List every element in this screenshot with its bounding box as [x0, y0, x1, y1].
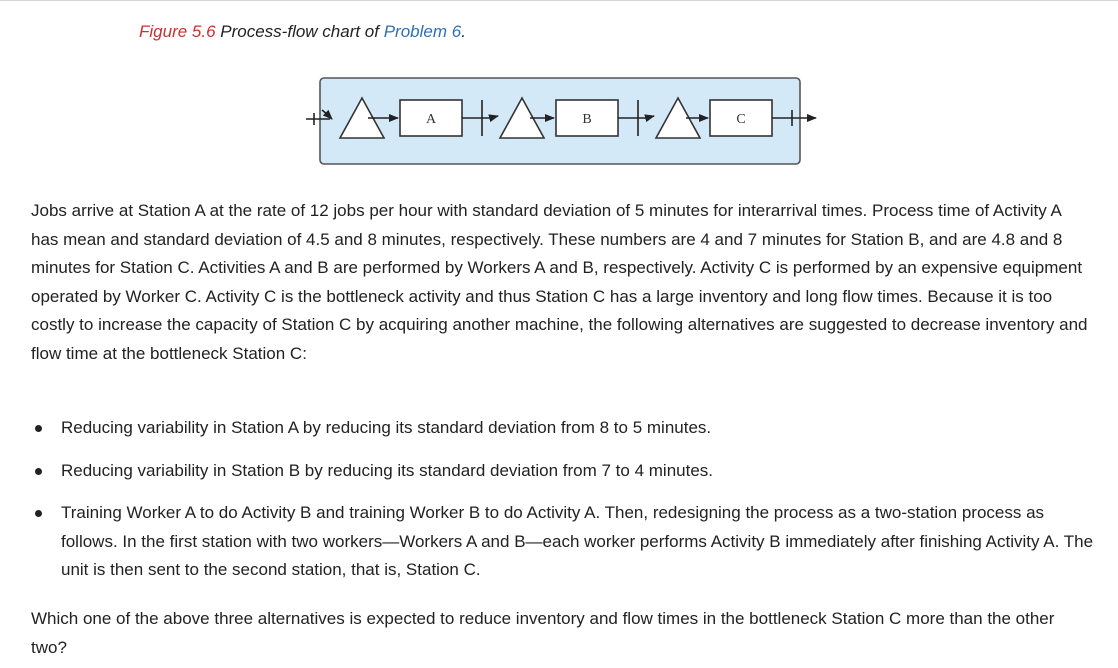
- station-a-label: A: [425, 112, 437, 127]
- bullet-dot-icon: [35, 425, 42, 432]
- bullet-dot-icon: [35, 510, 42, 517]
- alternative-item: [31, 499, 1096, 585]
- process-flow-diagram: [304, 70, 824, 174]
- alternatives-list: [31, 414, 1096, 599]
- alternative-item: [31, 457, 1096, 486]
- station-c-label: C: [736, 112, 746, 127]
- process-flow-svg: [304, 70, 824, 174]
- alternative-text: Reducing variability in Station A by reducing its standard deviation from 8 to 5 minutes.: [61, 418, 712, 437]
- alternative-text: Training Worker A to do Activity B and training Worker B to do Activity A. Then, redesigning the process as a two-station process as follows. In the first station with two workers—Workers A and B—each worker performs Activity B immediately after finishing Activity A. The unit is then sent to the second station, that is, Station C.: [61, 503, 1094, 579]
- alternative-text: Reducing variability in Station B by reducing its standard deviation from 7 to 4 minutes.: [61, 460, 714, 480]
- problem-description: Jobs arrive at Station A at the rate of 12 jobs per hour with standard deviation of 5 minutes for interarrival times. Process time of Activity A has mean and standard deviation of 4.5 and 8 minutes, respectively. These numbers are 4 and 7 minutes for Station B, and are 4.8 and 8 minutes for Station C. Activities A and B are performed by Workers A and B, respectively. Activity C is performed by an expensive equipment operated by Worker C. Activity C is the bottleneck activity and thus Station C has a large inventory and long flow times. Because it is too costly to increase the capacity of Station C by acquiring another machine, the following alternatives are suggested to decrease inventory and flow time at the bottleneck Station C:: [31, 201, 1088, 363]
- question-text: Which one of the above three alternatives is expected to reduce inventory and flow times in the bottleneck Station C more than the other two?: [31, 609, 1055, 657]
- alternative-item: [31, 414, 1096, 443]
- caption-period: .: [461, 22, 466, 41]
- bullet-dot-icon: [35, 468, 42, 475]
- figure-caption: [139, 22, 466, 42]
- figure-label: Figure 5.6: [139, 22, 216, 41]
- station-b-label: B: [582, 112, 592, 127]
- top-divider: [0, 0, 1118, 1]
- caption-title: Process-flow chart of: [215, 22, 384, 41]
- problem-link[interactable]: Problem 6: [383, 22, 462, 41]
